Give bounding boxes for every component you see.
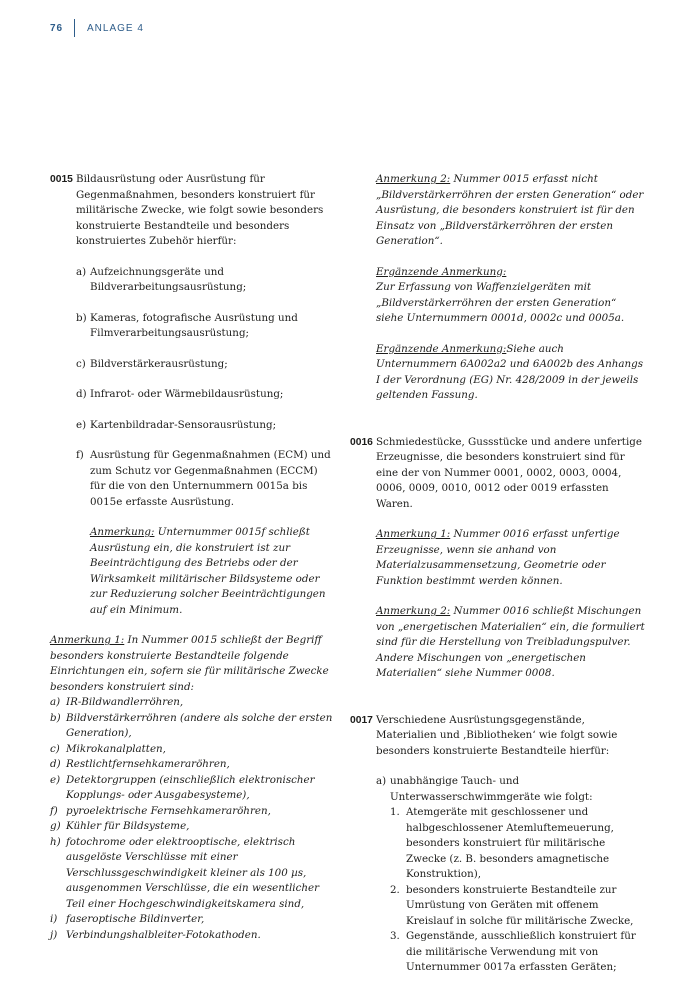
header-divider: [74, 19, 75, 37]
entry-0017: [350, 713, 645, 976]
note-item-label: h): [50, 835, 61, 848]
entry-0016: [350, 435, 645, 682]
supplementary-note-text: Zur Erfassung von Waffenzielgeräten mit „Bildverstärkerröhren der ersten Generation“ siehe Unternummern 0001d, 0002c und 0005a.: [376, 281, 625, 324]
list-item: [76, 418, 333, 434]
sub-item: [390, 883, 645, 930]
supplementary-note-title: Ergänzende Anmerkung:: [376, 342, 507, 355]
note-item: [50, 835, 333, 913]
note-item-text: Kühler für Bildsysteme,: [66, 820, 190, 832]
item-label: a): [76, 265, 87, 278]
item-text: Aufzeichnungsgeräte und Bildverarbeitungsausrüstung;: [90, 265, 247, 293]
item-label: c): [76, 357, 86, 370]
note-0016-2: [376, 604, 645, 682]
note-text: Unternummer 0015f schließt Ausrüstung ein, die konstruiert ist zur Beeinträchtigung des Betriebs oder der Wirksamkeit militärischer Bildsysteme oder zur Reduzierung solcher Beeinträchtigungen auf ein Minimum.: [90, 526, 326, 616]
note-0015-1: [50, 633, 333, 943]
supplementary-note-title: Ergänzende Anmerkung:: [376, 265, 507, 278]
note-text: Nummer 0016 erfasst unfertige Erzeugnisse, wenn sie anhand von Materialzusammensetzung, Geometrie oder Funktion bestimmt werden können.: [376, 528, 620, 587]
note-item-text: Mikrokanalplatten,: [66, 742, 166, 755]
entry-intro: Bildausrüstung oder Ausrüstung für Gegenmaßnahmen, besonders konstruiert für militärische Zwecke, wie folgt sowie besonders konstruierte Bestandteile und besonders konstruiertes Zubehör hierfür:: [76, 173, 324, 247]
item-label: e): [76, 418, 87, 431]
note-item-label: d): [50, 758, 61, 770]
item-text: Ausrüstung für Gegenmaßnahmen (ECM) und zum Schutz vor Gegenmaßnahmen (ECCM) für die von den Unternummern 0015a bis 0015e erfasste Ausrüstung.: [90, 449, 331, 508]
section-title: ANLAGE 4: [87, 22, 144, 34]
note-item-label: c): [50, 742, 60, 755]
list-item: [76, 448, 333, 618]
sub-item-label: 2.: [390, 883, 400, 896]
list-item: [76, 265, 333, 296]
page-number: 76: [50, 22, 64, 34]
item-text: Kartenbildradar-Sensorausrüstung;: [90, 418, 277, 431]
item-note: [90, 525, 333, 618]
supplementary-note-2: [376, 342, 645, 404]
entry-number: 0017: [350, 714, 373, 726]
page-header: [50, 18, 144, 38]
note-item: [50, 757, 333, 773]
note-item-text: faseroptische Bildinverter,: [66, 913, 205, 925]
note-item: [50, 711, 333, 742]
note-item: [50, 742, 333, 758]
item-text: unabhängige Tauch- und Unterwasserschwimmgeräte wie folgt:: [390, 775, 593, 803]
entry-intro: Schmiedestücke, Gussstücke und andere unfertige Erzeugnisse, die besonders konstruiert sind für eine der von Nummer 0001, 0002, 0003, 0004, 0006, 0009, 0010, 0012 oder 0019 erfassten Waren.: [376, 435, 642, 510]
entry-intro: Verschiedene Ausrüstungsgegenstände, Materialien und ‚Bibliotheken‘ wie folgt sowie besonders konstruierte Bestandteile hierfür:: [376, 713, 618, 757]
list-item: [76, 357, 333, 373]
note-item-text: Restlichtfernsehkameraröhren,: [66, 758, 230, 770]
sub-item: [390, 929, 645, 976]
right-column: [350, 172, 645, 976]
note-item-text: Verbindungshalbleiter-Fotokathoden.: [66, 928, 261, 941]
note-item-label: a): [50, 696, 61, 708]
note-item-label: j): [50, 928, 58, 941]
left-column: [50, 172, 333, 943]
note-item-text: fotochrome oder elektrooptische, elektrisch ausgelöste Verschlüsse mit einer Verschlussgeschwindigkeit kleiner als 100 µs, ausgenommen Verschlüsse, die ein wesentlicher Teil einer Hochgeschwindigkeitskamera sind,: [66, 835, 320, 910]
note-title: Anmerkung 1:: [376, 528, 451, 540]
note-title: Anmerkung:: [90, 526, 155, 538]
note-text: In Nummer 0015 schließt der Begriff besonders konstruierte Bestandteile folgende Einrichtungen ein, sofern sie für militärische Zwecke besonders konstruiert sind:: [50, 634, 329, 693]
note-title: Anmerkung 2:: [376, 173, 451, 185]
note-item-label: i): [50, 913, 58, 925]
sub-item: [390, 805, 645, 883]
list-item: [76, 387, 333, 403]
sub-item-text: Atemgeräte mit geschlossener und halbgeschlossener Atemluftemeuerung, besonders konstruiert für militärische Zwecke (z. B. besonders amagnetische Konstruktion),: [406, 806, 614, 880]
item-text: Bildverstärkerausrüstung;: [90, 357, 228, 370]
note-item: [50, 819, 333, 835]
note-item: [50, 695, 333, 711]
note-item: [50, 928, 333, 944]
sub-item-text: Gegenstände, ausschließlich konstruiert für die militärische Verwendung mit von Unternummer 0017a erfassten Geräten;: [406, 930, 636, 973]
note-item: [50, 912, 333, 928]
item-label: f): [76, 449, 84, 461]
note-0015-2: [376, 172, 645, 250]
note-item-label: e): [50, 773, 61, 786]
note-0015-2-block: [350, 172, 645, 404]
list-item: [376, 774, 645, 976]
item-text: Kameras, fotografische Ausrüstung und Filmverarbeitungsausrüstung;: [90, 311, 298, 339]
item-text: Infrarot- oder Wärmebildausrüstung;: [90, 388, 284, 400]
note-item-text: Detektorgruppen (einschließlich elektronischer Kopplungs- oder Ausgabesysteme),: [66, 773, 315, 801]
note-item-label: g): [50, 820, 61, 832]
entry-0015: [50, 172, 333, 618]
note-title: Anmerkung 2:: [376, 605, 451, 617]
item-label: b): [76, 311, 87, 324]
entry-number: 0015: [50, 174, 73, 185]
sub-item-text: besonders konstruierte Bestandteile zur Umrüstung von Geräten mit offenem Kreislauf in solche für militärische Zwecke,: [406, 883, 634, 927]
item-label: d): [76, 388, 87, 400]
note-text: Nummer 0016 schließt Mischungen von „energetischen Materialien“ ein, die formuliert sind für die Herstellung von Treibladungspulver. Andere Mischungen von „energetischen Materialien“ siehe Nummer 0008.: [376, 605, 645, 679]
note-item: [50, 773, 333, 804]
note-item: [50, 804, 333, 820]
note-item-label: f): [50, 804, 58, 817]
entry-number: 0016: [350, 436, 373, 448]
list-item: [76, 311, 333, 342]
sub-item-label: 1.: [390, 806, 400, 818]
note-item-text: IR-Bildwandlerröhren,: [66, 696, 184, 708]
note-text: Nummer 0015 erfasst nicht „Bildverstärkerröhren der ersten Generation“ oder Ausrüstung, die besonders konstruiert ist für den Einsatz von „Bildverstärkerröhren der ersten Generation“.: [376, 173, 644, 247]
item-label: a): [376, 775, 387, 787]
note-item-label: b): [50, 711, 61, 724]
supplementary-note-text: Siehe auch Unternummern 6A002a2 und 6A002b des Anhangs I der Verordnung (EG) Nr. 428/2009 in der jeweils geltenden Fassung.: [376, 342, 644, 401]
sub-item-label: 3.: [390, 930, 400, 942]
note-0016-1: [376, 527, 645, 589]
note-item-text: Bildverstärkerröhren (andere als solche der ersten Generation),: [66, 711, 333, 739]
note-item-text: pyroelektrische Fernsehkameraröhren,: [66, 804, 271, 817]
note-title: Anmerkung 1:: [50, 634, 125, 646]
